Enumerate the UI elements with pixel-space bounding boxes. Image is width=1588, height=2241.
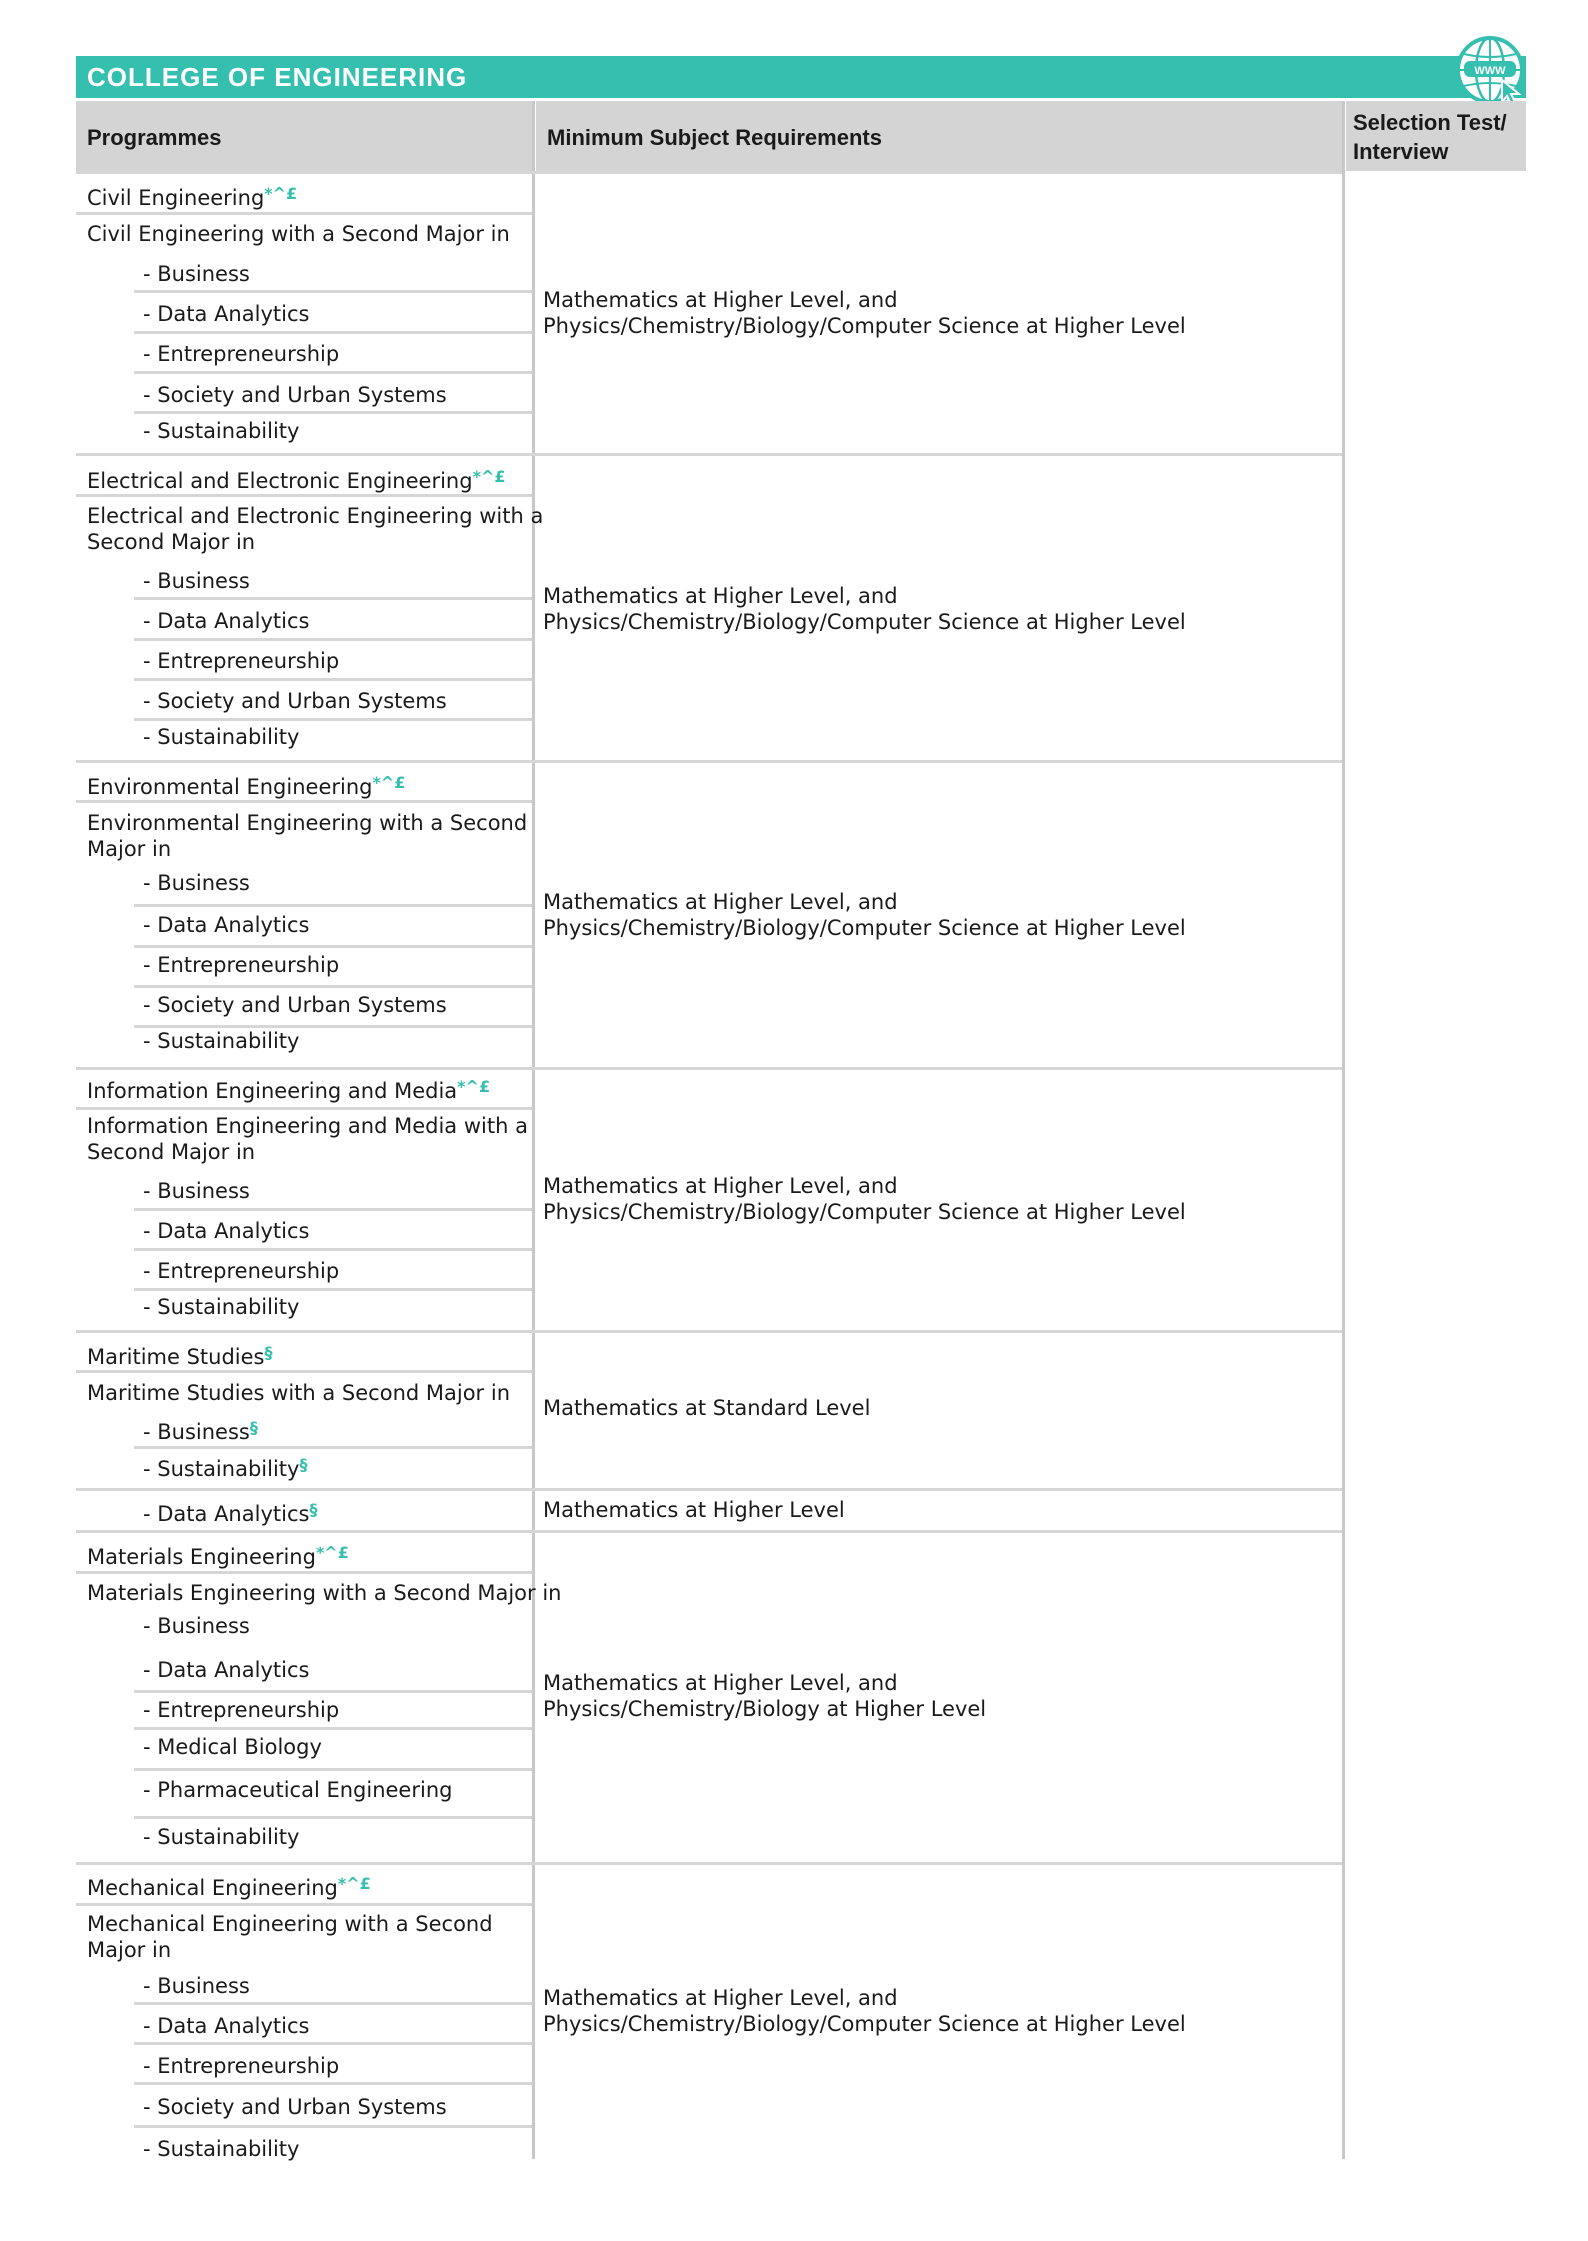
major-option-cell bbox=[143, 648, 339, 674]
row-divider bbox=[134, 678, 532, 681]
svg-text:WWW: WWW bbox=[1474, 65, 1506, 77]
column-header-selection-label: Selection Test/ Interview bbox=[1353, 110, 1507, 164]
programme-label: Information Engineering and Media with a Second Major in bbox=[87, 1114, 528, 1164]
major-option-label: - Society and Urban Systems bbox=[143, 993, 447, 1017]
major-option-cell bbox=[143, 261, 250, 287]
programme-label: Environmental Engineering bbox=[87, 775, 373, 799]
major-option-label: - Data Analytics bbox=[143, 913, 310, 937]
section-title: COLLEGE OF ENGINEERING bbox=[87, 62, 468, 92]
column-header-programmes-label: Programmes bbox=[87, 125, 222, 150]
www-globe-cursor-icon[interactable] bbox=[1450, 30, 1530, 110]
programme-cell bbox=[87, 181, 297, 211]
programme-cell bbox=[87, 1380, 510, 1406]
row-divider bbox=[76, 760, 1342, 763]
major-option-label: - Data Analytics bbox=[143, 302, 310, 326]
major-option-label: - Business bbox=[143, 1420, 250, 1444]
programme-cell bbox=[87, 1871, 371, 1901]
footnote-symbol: *^£ bbox=[472, 467, 506, 486]
row-divider bbox=[76, 1903, 532, 1906]
major-option-cell bbox=[143, 1028, 299, 1054]
major-option-cell bbox=[143, 1218, 309, 1244]
major-option-label: - Business bbox=[143, 1974, 250, 1998]
major-option-cell bbox=[143, 1178, 250, 1204]
row-divider bbox=[76, 1330, 1342, 1333]
major-option-label: - Entrepreneurship bbox=[143, 342, 340, 366]
programme-label: Information Engineering and Media bbox=[87, 1079, 458, 1103]
major-option-label: - Data Analytics bbox=[143, 1502, 310, 1526]
footnote-symbol: *^£ bbox=[372, 773, 406, 792]
requirement-cell: Mathematics at Higher Level, and Physics/Chemistry/Biology/Computer Science at Higher Level bbox=[543, 890, 1186, 940]
major-option-cell bbox=[143, 1973, 250, 1999]
programme-label: Materials Engineering bbox=[87, 1545, 316, 1569]
major-option-label: - Business bbox=[143, 871, 250, 895]
programme-cell bbox=[87, 1911, 493, 1963]
row-divider bbox=[134, 371, 532, 374]
footnote-symbol: § bbox=[264, 1343, 273, 1362]
row-divider bbox=[134, 2042, 532, 2045]
programme-cell bbox=[87, 221, 510, 247]
row-divider bbox=[76, 1862, 1342, 1865]
footnote-symbol: *^£ bbox=[457, 1077, 491, 1096]
major-option-cell bbox=[143, 952, 339, 978]
major-option-cell bbox=[143, 2013, 309, 2039]
major-option-cell bbox=[143, 912, 309, 938]
row-divider bbox=[76, 171, 1342, 174]
major-option-cell bbox=[143, 870, 250, 896]
major-option-cell bbox=[143, 1294, 299, 1320]
footnote-symbol: *^£ bbox=[315, 1543, 349, 1562]
programme-cell bbox=[87, 1074, 490, 1104]
row-divider bbox=[134, 411, 532, 414]
row-divider bbox=[134, 597, 532, 600]
programme-label: Electrical and Electronic Engineering with a Second Major in bbox=[87, 504, 544, 554]
row-divider bbox=[134, 331, 532, 334]
row-divider bbox=[134, 1690, 532, 1693]
major-option-cell bbox=[143, 1258, 339, 1284]
requirement-cell: Mathematics at Standard Level bbox=[543, 1396, 871, 1420]
row-divider bbox=[134, 718, 532, 721]
programme-label: Environmental Engineering with a Second Major in bbox=[87, 811, 528, 861]
requirement-cell: Mathematics at Higher Level, and Physics/Chemistry/Biology/Computer Science at Higher Level bbox=[543, 1174, 1186, 1224]
row-divider bbox=[134, 1208, 532, 1211]
requirement-cell: Mathematics at Higher Level, and Physics/Chemistry/Biology/Computer Science at Higher Level bbox=[543, 1986, 1186, 2036]
programme-label: Maritime Studies bbox=[87, 1345, 265, 1369]
major-option-cell bbox=[143, 1777, 452, 1803]
major-option-label: - Data Analytics bbox=[143, 2014, 310, 2038]
major-option-cell bbox=[143, 688, 447, 714]
programme-cell bbox=[87, 770, 405, 800]
programme-cell bbox=[87, 464, 505, 494]
row-divider bbox=[134, 985, 532, 988]
major-option-label: - Entrepreneurship bbox=[143, 649, 340, 673]
row-divider bbox=[76, 1067, 1342, 1070]
row-divider bbox=[134, 904, 532, 907]
footnote-symbol: § bbox=[299, 1455, 308, 1474]
major-option-label: - Sustainability bbox=[143, 1029, 300, 1053]
footnote-symbol: *^£ bbox=[264, 184, 298, 203]
major-option-label: - Data Analytics bbox=[143, 609, 310, 633]
major-option-cell bbox=[143, 1697, 339, 1723]
programme-label: Civil Engineering with a Second Major in bbox=[87, 222, 510, 246]
major-option-label: - Entrepreneurship bbox=[143, 1259, 340, 1283]
programme-cell bbox=[87, 810, 527, 862]
major-option-label: - Medical Biology bbox=[143, 1735, 322, 1759]
row-divider bbox=[134, 2002, 532, 2005]
major-option-cell bbox=[143, 1824, 299, 1850]
programme-label: Civil Engineering bbox=[87, 186, 265, 210]
major-option-cell bbox=[143, 341, 339, 367]
requirement-cell: Mathematics at Higher Level, and Physics/Chemistry/Biology/Computer Science at Higher Level bbox=[543, 584, 1186, 634]
row-divider bbox=[76, 800, 532, 803]
row-divider bbox=[76, 212, 532, 215]
major-option-cell bbox=[143, 2053, 339, 2079]
major-option-cell bbox=[143, 992, 447, 1018]
row-divider bbox=[134, 2082, 532, 2085]
row-divider bbox=[134, 1727, 532, 1730]
major-option-cell bbox=[143, 608, 309, 634]
programme-cell bbox=[87, 1113, 528, 1165]
row-divider bbox=[134, 1288, 532, 1291]
row-divider bbox=[134, 1768, 532, 1771]
column-divider bbox=[1342, 101, 1345, 2159]
programme-label: Electrical and Electronic Engineering bbox=[87, 469, 473, 493]
major-option-cell bbox=[143, 568, 250, 594]
programme-cell bbox=[87, 1340, 272, 1370]
column-header-selection bbox=[1346, 101, 1526, 171]
major-option-label: - Sustainability bbox=[143, 1825, 300, 1849]
major-option-label: - Sustainability bbox=[143, 419, 300, 443]
requirement-cell: Mathematics at Higher Level bbox=[543, 1498, 845, 1522]
footnote-symbol: § bbox=[249, 1418, 258, 1437]
footnote-symbol: § bbox=[309, 1500, 318, 1519]
programme-label: Maritime Studies with a Second Major in bbox=[87, 1381, 511, 1405]
major-option-label: - Sustainability bbox=[143, 1295, 300, 1319]
row-divider bbox=[76, 453, 1342, 456]
major-option-cell bbox=[143, 301, 309, 327]
row-divider bbox=[134, 2125, 532, 2128]
row-divider bbox=[76, 1530, 1342, 1533]
major-option-label: - Society and Urban Systems bbox=[143, 689, 447, 713]
column-header-programmes bbox=[76, 101, 532, 171]
footnote-symbol: *^£ bbox=[337, 1874, 371, 1893]
major-option-cell bbox=[143, 418, 299, 444]
row-divider bbox=[134, 1446, 532, 1449]
row-divider bbox=[76, 1571, 532, 1574]
major-option-label: - Data Analytics bbox=[143, 1219, 310, 1243]
programme-cell bbox=[87, 1540, 349, 1570]
major-option-label: - Society and Urban Systems bbox=[143, 383, 447, 407]
programme-label: Materials Engineering with a Second Major in bbox=[87, 1581, 562, 1605]
major-option-label: - Sustainability bbox=[143, 1457, 300, 1481]
row-divider bbox=[76, 494, 532, 497]
row-divider bbox=[134, 1248, 532, 1251]
major-option-cell bbox=[143, 1415, 258, 1445]
major-option-label: - Sustainability bbox=[143, 2137, 300, 2161]
major-option-label: - Business bbox=[143, 1614, 250, 1638]
requirement-cell: Mathematics at Higher Level, and Physics/Chemistry/Biology/Computer Science at Higher Level bbox=[543, 288, 1186, 338]
major-option-label: - Entrepreneurship bbox=[143, 953, 340, 977]
major-option-label: - Entrepreneurship bbox=[143, 1698, 340, 1722]
programme-label: Mechanical Engineering bbox=[87, 1876, 338, 1900]
requirement-cell: Mathematics at Higher Level, and Physics/Chemistry/Biology at Higher Level bbox=[543, 1671, 987, 1721]
row-divider bbox=[134, 945, 532, 948]
major-option-label: - Pharmaceutical Engineering bbox=[143, 1778, 453, 1802]
major-option-cell bbox=[143, 1497, 317, 1527]
row-divider bbox=[134, 290, 532, 293]
programme-cell bbox=[87, 503, 543, 555]
major-option-label: - Society and Urban Systems bbox=[143, 2095, 447, 2119]
row-divider bbox=[76, 1488, 1342, 1491]
major-option-cell bbox=[143, 382, 447, 408]
column-header-requirements bbox=[536, 101, 1342, 171]
column-divider bbox=[532, 101, 535, 2159]
major-option-cell bbox=[143, 1613, 250, 1639]
row-divider bbox=[76, 1107, 532, 1110]
major-option-label: - Entrepreneurship bbox=[143, 2054, 340, 2078]
programme-cell bbox=[87, 1580, 561, 1606]
major-option-label: - Data Analytics bbox=[143, 1658, 310, 1682]
major-option-label: - Business bbox=[143, 569, 250, 593]
major-option-cell bbox=[143, 1452, 307, 1482]
major-option-cell bbox=[143, 2094, 447, 2120]
major-option-label: - Business bbox=[143, 262, 250, 286]
major-option-label: - Sustainability bbox=[143, 725, 300, 749]
section-banner bbox=[76, 56, 1526, 98]
row-divider bbox=[134, 1816, 532, 1819]
row-divider bbox=[76, 1370, 532, 1373]
column-header-requirements-label: Minimum Subject Requirements bbox=[547, 125, 882, 150]
major-option-label: - Business bbox=[143, 1179, 250, 1203]
major-option-cell bbox=[143, 1734, 322, 1760]
major-option-cell bbox=[143, 724, 299, 750]
major-option-cell bbox=[143, 1657, 309, 1683]
row-divider bbox=[134, 638, 532, 641]
major-option-cell bbox=[143, 2136, 299, 2162]
programme-label: Mechanical Engineering with a Second Major in bbox=[87, 1912, 493, 1962]
